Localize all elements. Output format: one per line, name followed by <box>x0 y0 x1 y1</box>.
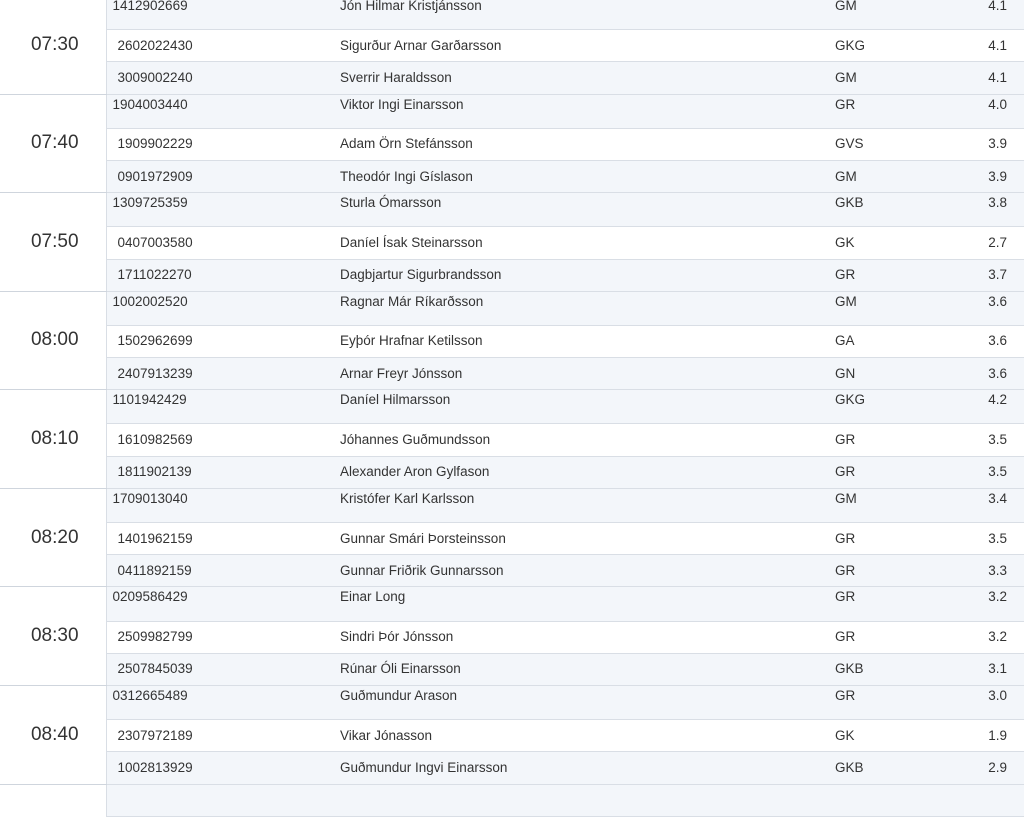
player-kennitala: 1412902669 <box>106 0 334 30</box>
player-handicap: 3.0 <box>949 685 1024 719</box>
player-name: Gunnar Friðrik Gunnarsson <box>334 555 829 587</box>
table-row <box>0 325 1024 357</box>
tee-time: 07:50 <box>0 193 106 292</box>
player-kennitala: 0312665489 <box>106 685 334 719</box>
player-kennitala: 0901972909 <box>106 160 334 192</box>
table-row <box>0 62 1024 94</box>
player-club: GM <box>829 62 949 94</box>
table-row <box>0 128 1024 160</box>
table-row <box>0 424 1024 456</box>
player-name: Gunnar Smári Þorsteinsson <box>334 523 829 555</box>
player-name: Arnar Freyr Jónsson <box>334 358 829 390</box>
player-kennitala: 1904003440 <box>106 94 334 128</box>
player-name: Daníel Hilmarsson <box>334 390 829 424</box>
player-kennitala: 2307972189 <box>106 720 334 752</box>
player-club: GR <box>829 523 949 555</box>
player-kennitala: 0209586429 <box>106 587 334 621</box>
table-row <box>0 30 1024 62</box>
table-row <box>0 685 1024 719</box>
tee-time: 08:00 <box>0 291 106 390</box>
table-row <box>0 193 1024 227</box>
player-handicap: 3.8 <box>949 193 1024 227</box>
player-kennitala: 1502962699 <box>106 325 334 357</box>
player-club: GR <box>829 456 949 488</box>
player-kennitala: 1002813929 <box>106 752 334 784</box>
player-name: Jón Hilmar Kristjánsson <box>334 0 829 30</box>
player-name: Guðmundur Ingvi Einarsson <box>334 752 829 784</box>
player-name: Sverrir Haraldsson <box>334 62 829 94</box>
player-club: GM <box>829 488 949 522</box>
player-club: GR <box>829 259 949 291</box>
player-handicap: 3.5 <box>949 424 1024 456</box>
tee-time: 08:40 <box>0 685 106 784</box>
player-handicap: 3.4 <box>949 488 1024 522</box>
player-name: Sigurður Arnar Garðarsson <box>334 30 829 62</box>
table-cell-empty <box>334 784 829 816</box>
player-handicap: 3.6 <box>949 358 1024 390</box>
player-handicap: 3.9 <box>949 160 1024 192</box>
player-handicap: 2.9 <box>949 752 1024 784</box>
tee-time: 08:20 <box>0 488 106 587</box>
table-row <box>0 752 1024 784</box>
player-name: Jóhannes Guðmundsson <box>334 424 829 456</box>
player-name: Kristófer Karl Karlsson <box>334 488 829 522</box>
player-club: GKB <box>829 752 949 784</box>
player-name: Theodór Ingi Gíslason <box>334 160 829 192</box>
player-name: Guðmundur Arason <box>334 685 829 719</box>
player-club: GKB <box>829 193 949 227</box>
player-kennitala: 2507845039 <box>106 653 334 685</box>
table-row <box>0 621 1024 653</box>
player-club: GVS <box>829 128 949 160</box>
player-handicap: 4.0 <box>949 94 1024 128</box>
table-row <box>0 523 1024 555</box>
player-club: GR <box>829 587 949 621</box>
player-club: GN <box>829 358 949 390</box>
player-club: GK <box>829 227 949 259</box>
player-name: Einar Long <box>334 587 829 621</box>
table-row-next-partial <box>0 784 1024 816</box>
table-row <box>0 390 1024 424</box>
player-club: GR <box>829 424 949 456</box>
table-cell-empty <box>829 784 949 816</box>
player-handicap: 3.1 <box>949 653 1024 685</box>
player-kennitala: 1709013040 <box>106 488 334 522</box>
player-kennitala: 0411892159 <box>106 555 334 587</box>
player-kennitala: 2509982799 <box>106 621 334 653</box>
player-kennitala: 1909902229 <box>106 128 334 160</box>
player-name: Rúnar Óli Einarsson <box>334 653 829 685</box>
player-handicap: 3.2 <box>949 621 1024 653</box>
player-kennitala: 1002002520 <box>106 291 334 325</box>
player-kennitala: 3009002240 <box>106 62 334 94</box>
table-cell-empty <box>106 784 334 816</box>
player-handicap: 4.1 <box>949 0 1024 30</box>
table-row <box>0 456 1024 488</box>
player-name: Eyþór Hrafnar Ketilsson <box>334 325 829 357</box>
tee-time: 08:30 <box>0 587 106 686</box>
player-handicap: 3.9 <box>949 128 1024 160</box>
table-row <box>0 555 1024 587</box>
table-row <box>0 227 1024 259</box>
player-handicap: 3.2 <box>949 587 1024 621</box>
player-name: Ragnar Már Ríkarðsson <box>334 291 829 325</box>
player-handicap: 2.7 <box>949 227 1024 259</box>
player-kennitala: 2602022430 <box>106 30 334 62</box>
player-handicap: 3.3 <box>949 555 1024 587</box>
player-club: GKB <box>829 653 949 685</box>
player-club: GK <box>829 720 949 752</box>
table-row <box>0 587 1024 621</box>
player-handicap: 3.6 <box>949 291 1024 325</box>
player-kennitala: 2407913239 <box>106 358 334 390</box>
player-kennitala: 1309725359 <box>106 193 334 227</box>
player-name: Dagbjartur Sigurbrandsson <box>334 259 829 291</box>
player-club: GKG <box>829 30 949 62</box>
player-name: Alexander Aron Gylfason <box>334 456 829 488</box>
player-club: GKG <box>829 390 949 424</box>
player-name: Vikar Jónasson <box>334 720 829 752</box>
player-club: GM <box>829 160 949 192</box>
player-name: Daníel Ísak Steinarsson <box>334 227 829 259</box>
player-name: Sturla Ómarsson <box>334 193 829 227</box>
player-kennitala: 1610982569 <box>106 424 334 456</box>
player-kennitala: 1711022270 <box>106 259 334 291</box>
table-row <box>0 291 1024 325</box>
player-handicap: 3.5 <box>949 456 1024 488</box>
player-kennitala: 1811902139 <box>106 456 334 488</box>
player-handicap: 3.6 <box>949 325 1024 357</box>
player-handicap: 4.2 <box>949 390 1024 424</box>
player-name: Sindri Þór Jónsson <box>334 621 829 653</box>
player-handicap: 4.1 <box>949 62 1024 94</box>
player-kennitala: 0407003580 <box>106 227 334 259</box>
table-row <box>0 160 1024 192</box>
table-row <box>0 259 1024 291</box>
tee-time-next <box>0 784 106 816</box>
player-club: GR <box>829 685 949 719</box>
table-row <box>0 488 1024 522</box>
player-kennitala: 1101942429 <box>106 390 334 424</box>
player-name: Adam Örn Stefánsson <box>334 128 829 160</box>
player-club: GM <box>829 291 949 325</box>
player-handicap: 4.1 <box>949 30 1024 62</box>
table-row <box>0 720 1024 752</box>
table-row <box>0 94 1024 128</box>
player-club: GR <box>829 555 949 587</box>
player-handicap: 3.7 <box>949 259 1024 291</box>
player-kennitala: 1401962159 <box>106 523 334 555</box>
table-row <box>0 653 1024 685</box>
table-cell-empty <box>949 784 1024 816</box>
player-club: GA <box>829 325 949 357</box>
table-row <box>0 358 1024 390</box>
player-club: GR <box>829 94 949 128</box>
tee-time: 07:40 <box>0 94 106 193</box>
table-row <box>0 0 1024 30</box>
player-club: GR <box>829 621 949 653</box>
player-handicap: 1.9 <box>949 720 1024 752</box>
tee-time: 07:30 <box>0 0 106 94</box>
player-name: Viktor Ingi Einarsson <box>334 94 829 128</box>
player-handicap: 3.5 <box>949 523 1024 555</box>
tee-time: 08:10 <box>0 390 106 489</box>
player-club: GM <box>829 0 949 30</box>
